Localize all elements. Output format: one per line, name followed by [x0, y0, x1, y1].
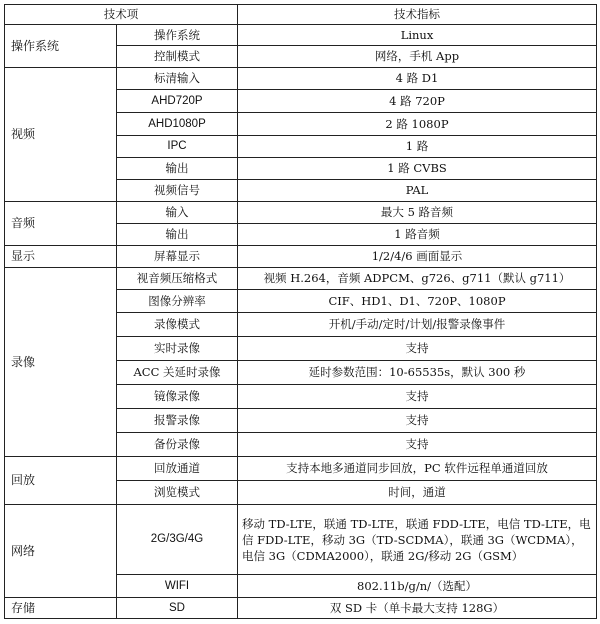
item-cell: 录像模式	[117, 313, 238, 337]
value-cell: 双 SD 卡（单卡最大支持 128G）	[238, 598, 597, 619]
header-spec: 技术指标	[238, 5, 597, 25]
item-cell: 输入	[117, 202, 238, 224]
item-cell: WIFI	[117, 575, 238, 598]
item-cell: SD	[117, 598, 238, 619]
category-cell: 音频	[5, 202, 117, 246]
table-row	[5, 598, 597, 619]
item-cell: 浏览模式	[117, 481, 238, 505]
table-row	[5, 68, 597, 90]
value-cell: 1 路音频	[238, 224, 597, 246]
item-cell: 屏幕显示	[117, 246, 238, 268]
value-cell: PAL	[238, 180, 597, 202]
table-row	[5, 25, 597, 46]
item-cell: 实时录像	[117, 337, 238, 361]
item-cell: 2G/3G/4G	[117, 505, 238, 575]
value-cell: 支持	[238, 409, 597, 433]
value-cell: 1 路	[238, 136, 597, 158]
table-row	[5, 202, 597, 224]
header-item: 技术项	[5, 5, 238, 25]
value-cell: 支持	[238, 385, 597, 409]
value-cell: Linux	[238, 25, 597, 46]
value-cell: 支持	[238, 433, 597, 457]
category-cell: 回放	[5, 457, 117, 505]
item-cell: 回放通道	[117, 457, 238, 481]
value-cell: 支持	[238, 337, 597, 361]
item-cell: AHD1080P	[117, 113, 238, 136]
value-cell: 移动 TD-LTE，联通 TD-LTE，联通 FDD-LTE，电信 TD-LTE，电信 FDD-LTE，移动 3G（TD-SCDMA），联通 3G（WCDMA），电信 3G（CDMA2000），联通 2G/移动 2G（GSM）	[238, 505, 597, 575]
item-cell: AHD720P	[117, 90, 238, 113]
item-cell: 镜像录像	[117, 385, 238, 409]
item-cell: 视音频压缩格式	[117, 268, 238, 290]
value-cell: 视频 H.264，音频 ADPCM、g726、g711（默认 g711）	[238, 268, 597, 290]
value-cell: 802.11b/g/n/（选配）	[238, 575, 597, 598]
value-cell: CIF、HD1、D1、720P、1080P	[238, 290, 597, 313]
table-row	[5, 246, 597, 268]
item-cell: 控制模式	[117, 46, 238, 68]
value-cell: 最大 5 路音频	[238, 202, 597, 224]
item-cell: 输出	[117, 158, 238, 180]
item-cell: 报警录像	[117, 409, 238, 433]
value-cell: 2 路 1080P	[238, 113, 597, 136]
category-cell: 录像	[5, 268, 117, 457]
value-cell: 延时参数范围：10-65535s，默认 300 秒	[238, 361, 597, 385]
spec-table	[4, 4, 597, 619]
item-cell: ACC 关延时录像	[117, 361, 238, 385]
item-cell: 图像分辨率	[117, 290, 238, 313]
item-cell: IPC	[117, 136, 238, 158]
value-cell: 支持本地多通道同步回放，PC 软件远程单通道回放	[238, 457, 597, 481]
value-cell: 时间，通道	[238, 481, 597, 505]
table-row	[5, 505, 597, 575]
header-row	[5, 5, 597, 25]
category-cell: 存储	[5, 598, 117, 619]
value-cell: 4 路 720P	[238, 90, 597, 113]
item-cell: 备份录像	[117, 433, 238, 457]
category-cell: 视频	[5, 68, 117, 202]
value-cell: 1/2/4/6 画面显示	[238, 246, 597, 268]
category-cell: 操作系统	[5, 25, 117, 68]
item-cell: 视频信号	[117, 180, 238, 202]
value-cell: 1 路 CVBS	[238, 158, 597, 180]
value-cell: 开机/手动/定时/计划/报警录像事件	[238, 313, 597, 337]
table-row	[5, 457, 597, 481]
item-cell: 输出	[117, 224, 238, 246]
category-cell: 网络	[5, 505, 117, 598]
item-cell: 操作系统	[117, 25, 238, 46]
category-cell: 显示	[5, 246, 117, 268]
value-cell: 4 路 D1	[238, 68, 597, 90]
value-cell: 网络，手机 App	[238, 46, 597, 68]
item-cell: 标清输入	[117, 68, 238, 90]
table-row	[5, 268, 597, 290]
